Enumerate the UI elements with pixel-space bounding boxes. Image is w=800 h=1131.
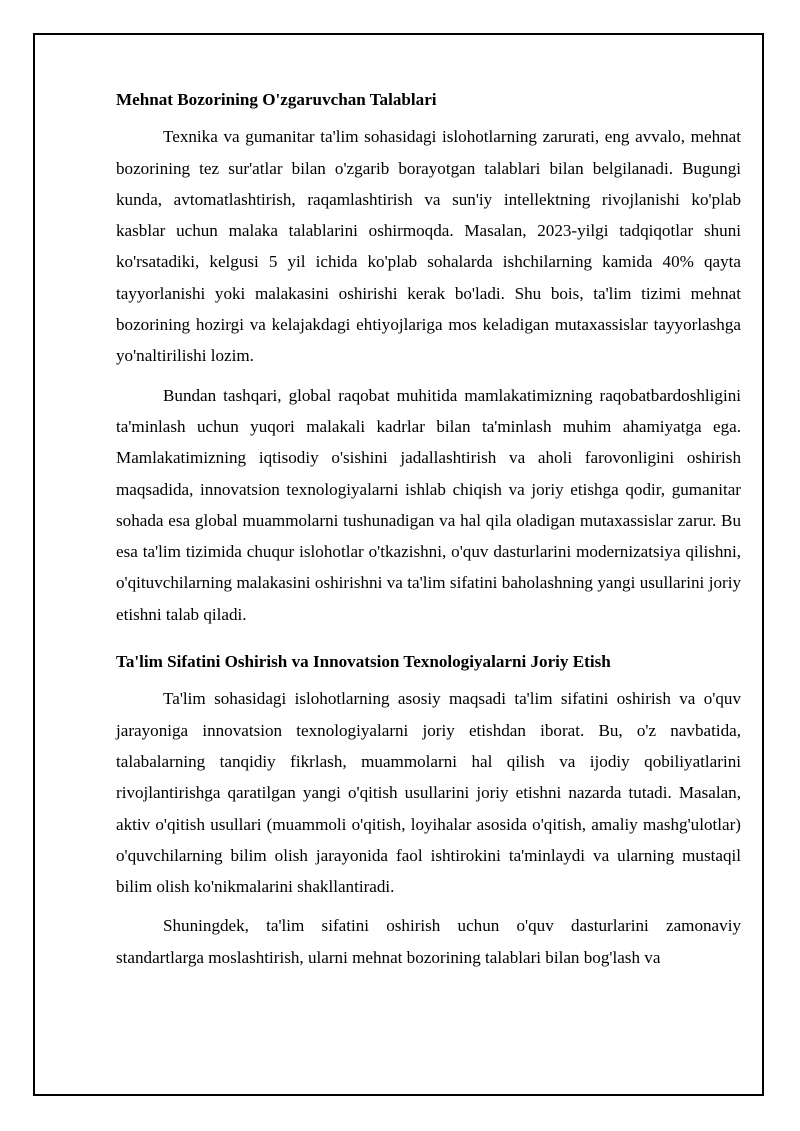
paragraph: Texnika va gumanitar ta'lim sohasidagi islohotlarning zarurati, eng avvalo, mehnat bozorining tez sur'atlar bilan o'zgarib borayotgan talablari bilan belgilanadi. Bugungi kunda, avtomatlashtirish, raqamlashtirish va sun'iy intellektning rivojlanishi ko'plab kasblar uchun malaka talablarini oshirmoqda. Masalan, 2023-yilgi tadqiqotlar shuni ko'rsatadiki, kelgusi 5 yil ichida ko'plab sohalarda ishchilarning kamida 40% qayta tayyorlanishi yoki malakasini oshirishi kerak bo'ladi. Shu bois, ta'lim tizimi mehnat bozorining hozirgi va kelajakdagi ehtiyojlariga mos keladigan mutaxassislar tayyorlashga yo'naltirilishi lozim. — [116, 127, 741, 366]
paragraph: Shuningdek, ta'lim sifatini oshirish uchun o'quv dasturlarini zamonaviy standartlarga moslashtirish, ularni mehnat bozorining talablari bilan bog'lash va — [116, 916, 741, 967]
paragraph: Bundan tashqari, global raqobat muhitida mamlakatimizning raqobatbardoshligini ta'minlash uchun yuqori malakali kadrlar bilan ta'minlash muhim ahamiyatga ega. Mamlakatimizning iqtisodiy o'sishini jadallashtirish va aholi farovonligini oshirish maqsadida, innovatsion texnologiyalarni ishlab chiqish va joriy etishga qodir, gumanitar sohada esa global muammolarni tushunadigan va hal qila oladigan mutaxassislar zarur. Bu esa ta'lim tizimida chuqur islohotlar o'tkazishni, o'quv dasturlarini modernizatsiya qilishni, o'qituvchilarning malakasini oshirishni va ta'lim sifatini baholashning yangi usullarini joriy etishni talab qiladi. — [116, 385, 741, 624]
section-heading-labor-market: Mehnat Bozorining O'zgaruvchan Talablari — [116, 90, 437, 109]
paragraph: Ta'lim sohasidagi islohotlarning asosiy maqsadi ta'lim sifatini oshirish va o'quv jarayoniga innovatsion texnologiyalarni joriy etishdan iborat. Bu, o'z navbatida, talabalarning tanqidiy fikrlash, muammolarni hal qilish va ijodiy qobiliyatlarini rivojlantirishga qaratilgan yangi o'qitish usullarini joriy etishni nazarda tutadi. Masalan, aktiv o'qitish usullari (muammoli o'qitish, loyihalar asosida o'qitish, amaliy mashg'ulotlar) o'quvchilarning bilim olish jarayonida faol ishtirokini ta'minlaydi va ularning mustaqil bilim olish ko'nikmalarini shakllantiradi. — [116, 689, 741, 897]
document-body — [116, 84, 741, 973]
section-heading-education-quality: Ta'lim Sifatini Oshirish va Innovatsion Texnologiyalarni Joriy Etish — [116, 652, 611, 672]
